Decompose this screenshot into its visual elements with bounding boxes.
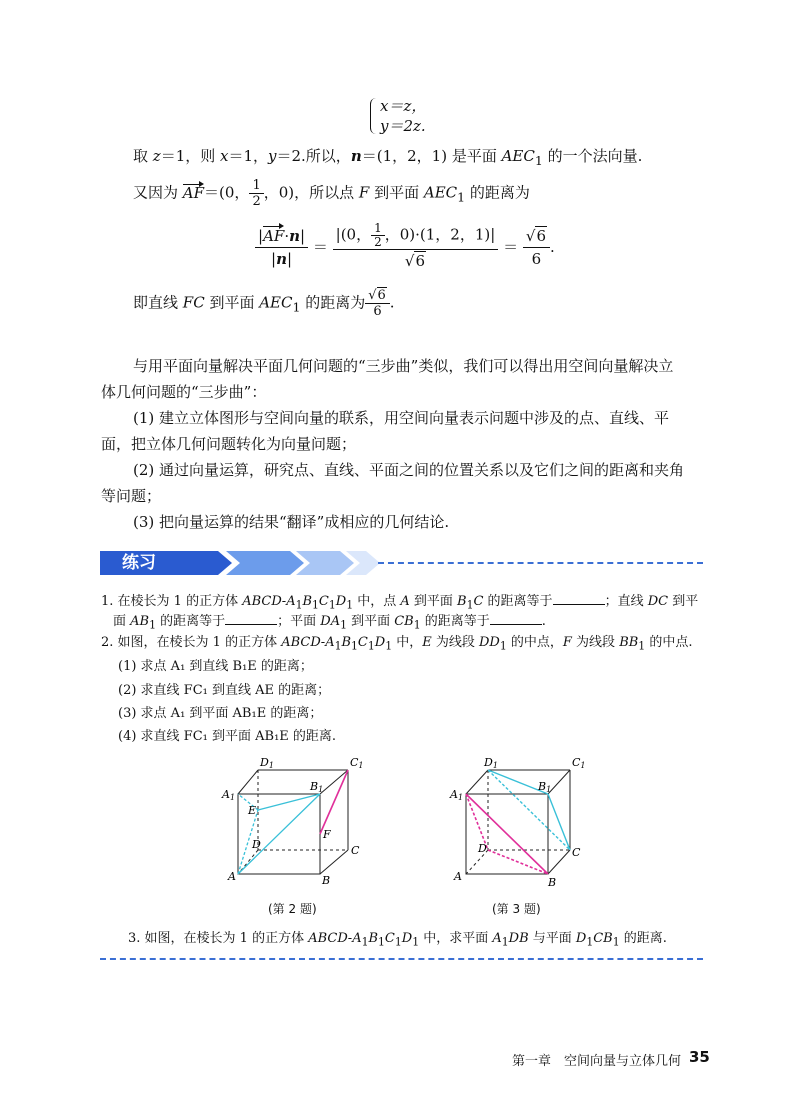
three-step-paragraph-cont: 体几何问题的“三步曲”： (101, 383, 267, 401)
equation-system (370, 96, 426, 136)
question-3: 3. 如图，在棱长为 1 的正方体 ABCD-$A_1B_1C_1D_1$ 中，求平面 $A_1DB$ 与平面 $D_1CB_1$ 的距离. (128, 931, 667, 949)
label-A: A (228, 870, 236, 883)
page-number: 35 (689, 1048, 710, 1066)
answer-blank-2[interactable] (225, 610, 277, 625)
question-1: 1. 在棱长为 1 的正方体 ABCD-$A_1B_1C_1D_1$ 中，点 A 到平面 $B_1C$ 的距离等于 ；直线 DC 到平 (101, 590, 698, 615)
conclusion-line: 即直线 FC 到平面 $AEC_1$ 的距离为 $\frac{√6}{6}$ . (133, 288, 395, 319)
label-C: C (572, 846, 581, 859)
label-D: D (478, 842, 487, 855)
chapter-footer: 第一章 空间向量与立体几何 (512, 1054, 682, 1069)
label-F: F (323, 828, 331, 841)
label-B: B (548, 876, 557, 889)
exercise-top-divider (378, 562, 703, 564)
brace (370, 98, 377, 134)
label-A1: A1 (450, 788, 464, 802)
exercise-bottom-divider (100, 958, 703, 960)
label-A: A (454, 870, 462, 883)
label-D1: D1 (260, 756, 274, 770)
half-denominator: 2 (252, 194, 261, 209)
exercise-title: 练习 (122, 553, 156, 573)
label-E: E (248, 804, 257, 817)
question-2-part-1: (1) 求点 A₁ 到直线 B₁E 的距离； (118, 659, 313, 674)
question-2-part-4: (4) 求直线 FC₁ 到平面 AB₁E 的距离. (118, 729, 337, 744)
step-1-cont: 面，把立体几何问题转化为向量问题； (101, 435, 357, 453)
label-D1: D1 (484, 756, 498, 770)
answer-blank-1[interactable] (553, 590, 605, 605)
label-B: B (322, 874, 331, 887)
label-D: D (252, 838, 261, 851)
label-B1: B1 (538, 780, 552, 794)
question-1-cont: 面 $AB_1$ 的距离等于 ；平面 $DA_1$ 到平面 $CB_1$ 的距离等于 . (113, 610, 546, 635)
step-2-cont: 等问题； (101, 487, 162, 505)
label-C1: C1 (350, 756, 364, 770)
system-line-2: y＝2z. (380, 117, 426, 135)
label-A1: A1 (222, 788, 236, 802)
figure-caption-q3: (第 3 题) (492, 902, 541, 916)
cube-figure-q3 (438, 752, 588, 902)
step-2: (2) 通过向量运算，研究点、直线、平面之间的位置关系以及它们之间的距离和夹角 (133, 461, 685, 479)
system-line-1: x＝z， (380, 97, 427, 115)
label-B1: B1 (310, 780, 324, 794)
three-step-paragraph: 与用平面向量解决平面几何问题的“三步曲”类似，我们可以得出用空间向量解决立 (133, 357, 674, 375)
question-2-part-2: (2) 求直线 FC₁ 到直线 AE 的距离； (118, 683, 331, 698)
half-numerator: 1 (249, 178, 263, 194)
cube-figure-q2 (220, 752, 370, 902)
label-C: C (351, 844, 360, 857)
af-vector-line: 又因为 AF＝(0， $\frac{1}{2}$ ，0)，所以点 F 到平面 $AEC_1$ 的距离为 (133, 178, 530, 209)
step-3: (3) 把向量运算的结果“翻译”成相应的几何结论. (133, 513, 450, 531)
normal-vector-line: 取 z＝1，则 x＝1，y＝2.所以，n＝(1，2，1) 是平面 $AEC_1$ 的一个法向量. (133, 147, 643, 168)
exercise-banner (100, 548, 380, 578)
question-2: 2. 如图，在棱长为 1 的正方体 ABCD-$A_1B_1C_1D_1$ 中，E 为线段 $DD_1$ 的中点，F 为线段 $BB_1$ 的中点. (101, 635, 693, 653)
distance-formula: $\frac{|AF\cdot n|}{|n|}$ ＝ |(0， $\frac{1}{2}$ ，0)·(1，2，1)| √6 ＝ $\frac{√6}{6}$ . (255, 222, 555, 274)
figure-caption-q2: (第 2 题) (268, 902, 317, 916)
answer-blank-3[interactable] (490, 610, 542, 625)
question-2-part-3: (3) 求点 A₁ 到平面 AB₁E 的距离； (118, 706, 323, 721)
label-C1: C1 (572, 756, 586, 770)
step-1: (1) 建立立体图形与空间向量的联系，用空间向量表示问题中涉及的点、直线、平 (133, 409, 670, 427)
